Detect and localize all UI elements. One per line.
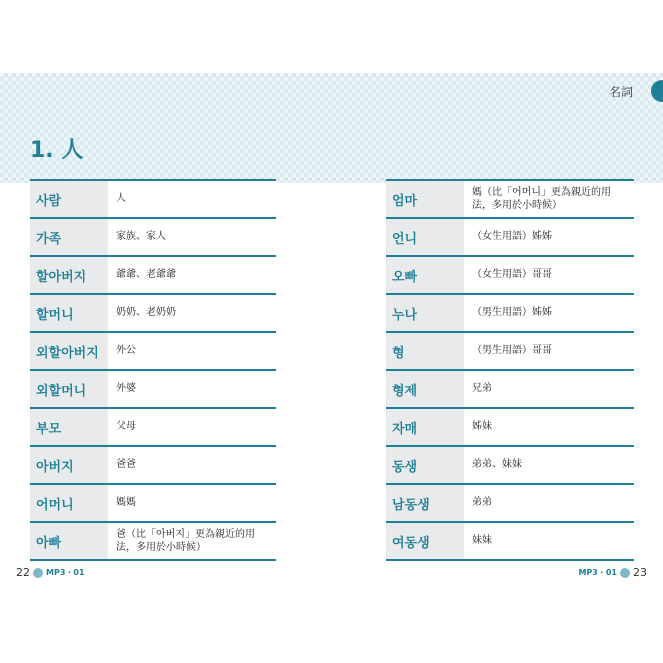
korean-word: 엄마	[386, 181, 464, 217]
vocab-row	[30, 181, 276, 219]
chinese-meaning: （女生用語）哥哥	[464, 257, 634, 293]
chinese-meaning: 爸爸	[108, 447, 276, 483]
vocab-row	[386, 181, 634, 219]
korean-word: 어머니	[30, 485, 108, 521]
mp3-track-label: MP3・01	[46, 568, 85, 577]
vocab-row	[386, 257, 634, 295]
korean-word: 언니	[386, 219, 464, 255]
vocab-row	[30, 219, 276, 257]
vocab-row	[386, 371, 634, 409]
vocab-row	[386, 409, 634, 447]
korean-word: 여동생	[386, 523, 464, 559]
page-number-left: 22	[16, 566, 30, 579]
chinese-meaning: （女生用語）姊姊	[464, 219, 634, 255]
korean-word: 사람	[30, 181, 108, 217]
vocab-row	[30, 523, 276, 561]
vocab-row	[386, 295, 634, 333]
vocab-row	[30, 371, 276, 409]
chinese-meaning: 妹妹	[464, 523, 634, 559]
section-label: 名詞	[608, 85, 633, 99]
chinese-meaning: 人	[108, 181, 276, 217]
chinese-meaning: （男生用語）姊姊	[464, 295, 634, 331]
korean-word: 동생	[386, 447, 464, 483]
korean-word: 할아버지	[30, 257, 108, 293]
vocab-row	[30, 295, 276, 333]
vocab-row	[386, 219, 634, 257]
chinese-meaning: 媽（比「어머니」更為親近的用法，多用於小時候）	[464, 181, 634, 217]
korean-word: 오빠	[386, 257, 464, 293]
page-footer-right	[578, 566, 647, 579]
page-title: 1. 人	[30, 138, 84, 163]
chinese-meaning: 外婆	[108, 371, 276, 407]
vocab-row	[30, 447, 276, 485]
korean-word: 할머니	[30, 295, 108, 331]
chinese-meaning: 弟弟、妹妹	[464, 447, 634, 483]
page-footer-left	[16, 566, 85, 579]
audio-disc-icon	[620, 568, 630, 578]
korean-word: 외할아버지	[30, 333, 108, 369]
mp3-track-label: MP3・01	[578, 568, 617, 577]
vocab-row	[386, 333, 634, 371]
header-pattern-band	[0, 73, 663, 183]
chinese-meaning: （男生用語）哥哥	[464, 333, 634, 369]
korean-word: 외할머니	[30, 371, 108, 407]
vocab-row	[30, 333, 276, 371]
chinese-meaning: 家族、家人	[108, 219, 276, 255]
vocab-column-left	[30, 179, 276, 561]
korean-word: 남동생	[386, 485, 464, 521]
vocab-row	[386, 485, 634, 523]
chinese-meaning: 爺爺、老爺爺	[108, 257, 276, 293]
vocab-row	[386, 447, 634, 485]
chinese-meaning: 媽媽	[108, 485, 276, 521]
chinese-meaning: 爸（比「아버지」更為親近的用法，多用於小時候）	[108, 523, 276, 559]
page-number-right: 23	[633, 566, 647, 579]
korean-word: 부모	[30, 409, 108, 445]
chinese-meaning: 外公	[108, 333, 276, 369]
chinese-meaning: 父母	[108, 409, 276, 445]
chinese-meaning: 兄弟	[464, 371, 634, 407]
chinese-meaning: 弟弟	[464, 485, 634, 521]
korean-word: 아버지	[30, 447, 108, 483]
vocab-row	[386, 523, 634, 561]
korean-word: 가족	[30, 219, 108, 255]
korean-word: 형	[386, 333, 464, 369]
audio-disc-icon	[33, 568, 43, 578]
korean-word: 누나	[386, 295, 464, 331]
chinese-meaning: 姊妹	[464, 409, 634, 445]
vocab-row	[30, 257, 276, 295]
korean-word: 형제	[386, 371, 464, 407]
chinese-meaning: 奶奶、老奶奶	[108, 295, 276, 331]
korean-word: 자매	[386, 409, 464, 445]
vocab-column-right	[386, 179, 634, 561]
vocab-row	[30, 409, 276, 447]
korean-word: 아빠	[30, 523, 108, 559]
vocab-row	[30, 485, 276, 523]
